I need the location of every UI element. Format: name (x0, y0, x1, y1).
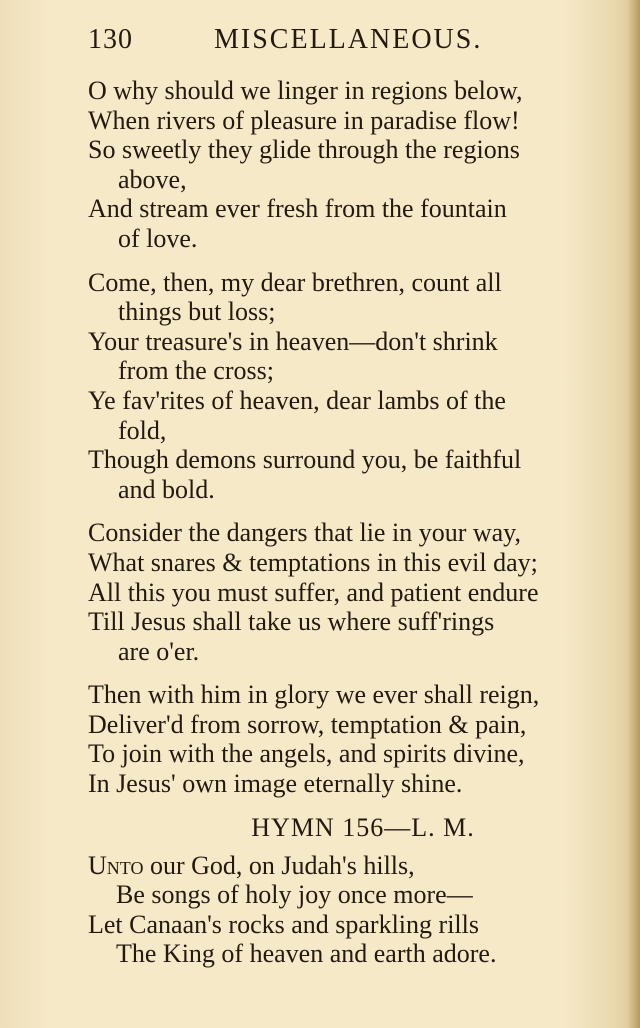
verse-line: Deliver'd from sorrow, temptation & pain, (88, 709, 527, 739)
verse-line: Till Jesus shall take us where suff'rings (88, 607, 495, 637)
verse-line-continuation: and bold. (118, 474, 215, 504)
verse-line-continuation: are o'er. (118, 636, 200, 666)
verse-line-continuation: of love. (118, 223, 198, 253)
verse-line: And stream ever fresh from the fountain (88, 194, 507, 224)
verse-line: Consider the dangers that lie in your way, (88, 518, 521, 548)
running-head: MISCELLANEOUS. (214, 24, 483, 55)
verse-line (88, 851, 618, 881)
verse-line: All this you must suffer, and patient endure (88, 577, 539, 607)
verse-line: Ye fav'rites of heaven, dear lambs of the (88, 385, 506, 415)
verse-line: What snares & temptations in this evil day; (88, 547, 538, 577)
verse-line-continuation: fold, (118, 415, 167, 445)
verse-line: Let Canaan's rocks and sparkling rills (88, 909, 479, 939)
verse-line: In Jesus' own image eternally shine. (88, 769, 463, 799)
page-edge (626, 0, 640, 1028)
page-header (88, 20, 608, 60)
verse-line: O why should we linger in regions below, (88, 76, 523, 105)
verse-line: Your treasure's in heaven—don't shrink (88, 326, 498, 356)
stanza-1 (88, 76, 618, 254)
hymn-stanza-1 (88, 851, 618, 969)
stanza-4 (88, 680, 618, 798)
verse-line-continuation: things but loss; (118, 297, 276, 327)
verse-line: When rivers of pleasure in paradise flow! (88, 105, 520, 135)
page-number: 130 (88, 24, 133, 55)
verse-line-continuation: above, (118, 164, 187, 194)
hymn-title: HYMN 156—L. M. (251, 812, 475, 842)
verse-line: Then with him in glory we ever shall reign, (88, 680, 540, 710)
verse-line: Come, then, my dear brethren, count all (88, 267, 502, 297)
verse-line-indented: The King of heaven and earth adore. (116, 939, 497, 969)
verse-line-continuation: from the cross; (118, 356, 274, 386)
hymn-first-word: Unto (88, 850, 144, 880)
stanza-3 (88, 518, 618, 666)
verse-line: Though demons surround you, be faithful (88, 445, 522, 475)
hymn-first-line-rest: our God, on Judah's hills, (143, 850, 415, 880)
verse-line: To join with the angels, and spirits divine, (88, 739, 525, 769)
stanza-2 (88, 268, 618, 505)
verse-line-indented: Be songs of holy joy once more— (116, 880, 473, 910)
verse-line: So sweetly they glide through the regions (88, 135, 520, 165)
page-body (88, 76, 618, 983)
